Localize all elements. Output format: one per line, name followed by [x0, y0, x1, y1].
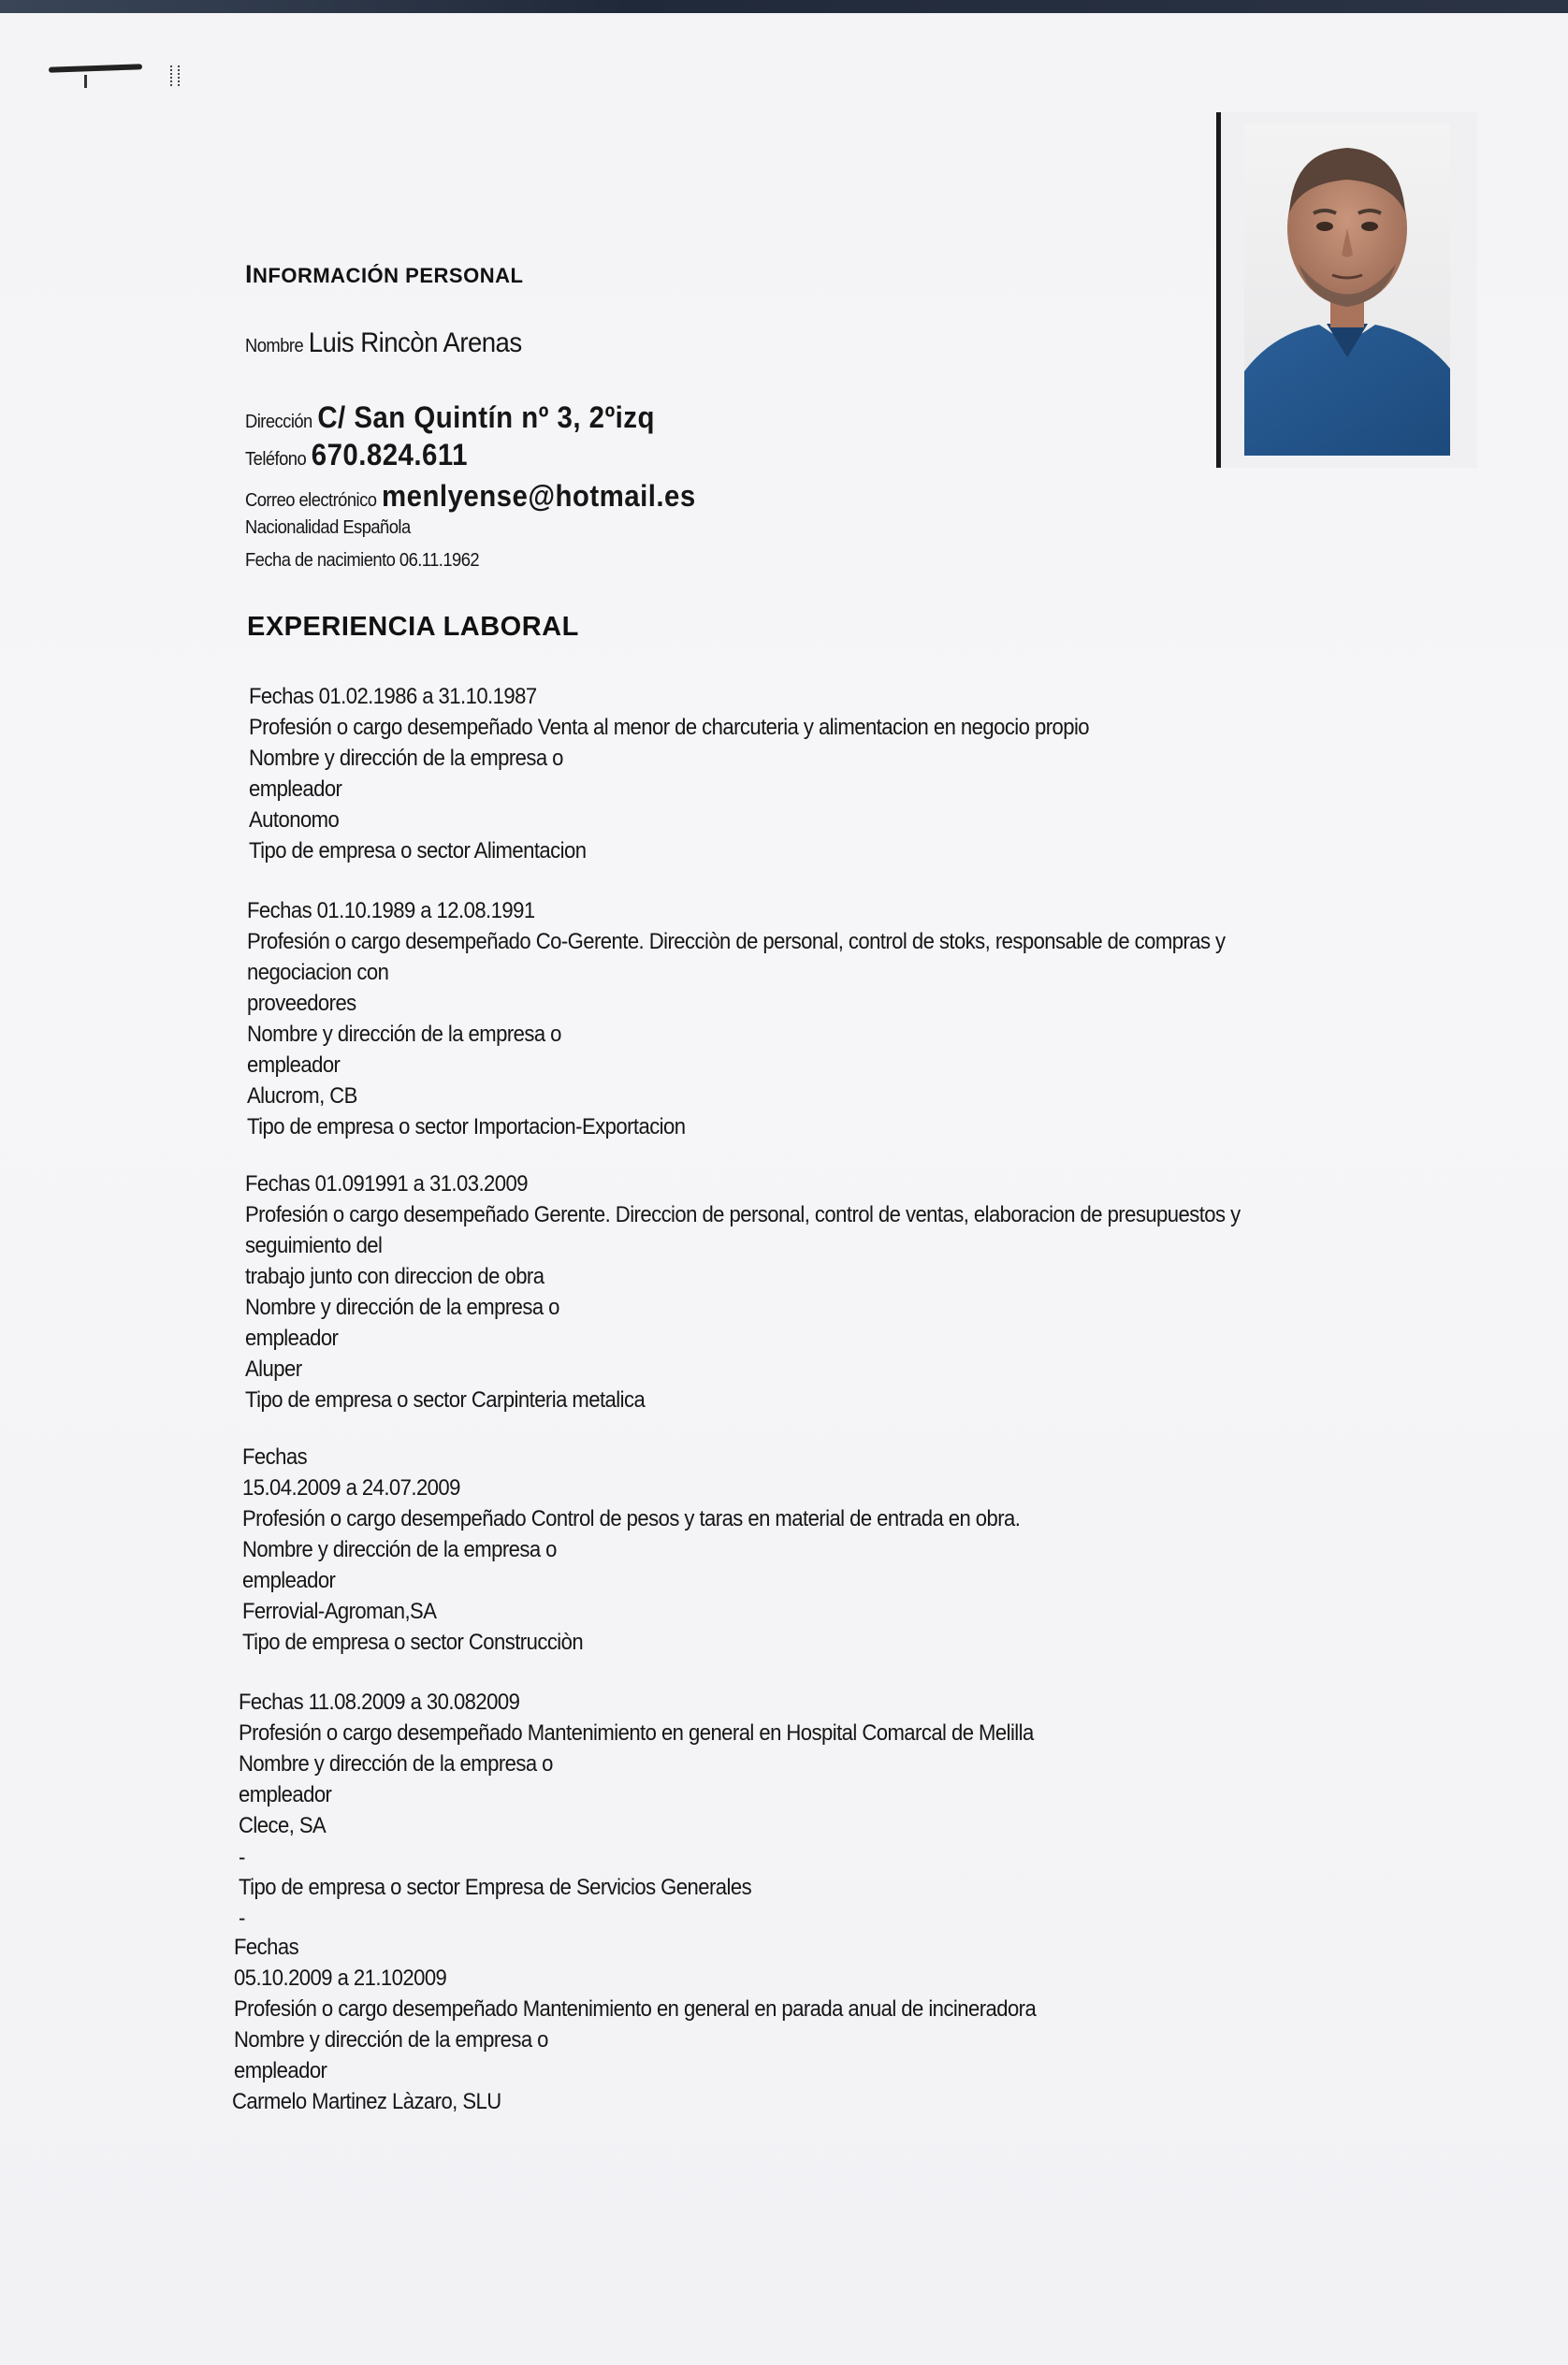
job2-employer-label-2: empleador	[247, 1052, 341, 1078]
address-value: C/ San Quintín nº 3, 2ºizq	[317, 400, 655, 434]
job4-position: Profesión o cargo desempeñado Control de pesos y taras en material de entrada en obra.	[242, 1506, 1021, 1531]
job5-dates: Fechas 11.08.2009 a 30.082009	[239, 1690, 520, 1715]
personal-info-heading	[245, 260, 523, 289]
phone-label: Teléfono	[245, 449, 307, 470]
job3-employer-label-2: empleador	[245, 1326, 339, 1351]
job4-employer-label-2: empleador	[242, 1568, 336, 1593]
heading-initial: I	[245, 260, 254, 288]
job3-position: Profesión o cargo desempeñado Gerente. Direccion de personal, control de ventas, elaboracion de presupuestos y	[245, 1202, 1241, 1227]
job4-dates-label: Fechas	[242, 1444, 308, 1470]
job6-dates-label: Fechas	[234, 1935, 299, 1960]
name-row	[245, 327, 522, 359]
job5-dash-1: -	[239, 1845, 245, 1870]
job3-dates: Fechas 01.091991 a 31.03.2009	[245, 1171, 528, 1197]
phone-row	[245, 438, 468, 472]
job1-sector: Tipo de empresa o sector Alimentacion	[249, 838, 587, 863]
email-label: Correo electrónico	[245, 490, 377, 511]
phone-value: 670.824.611	[311, 438, 468, 472]
job5-employer: Clece, SA	[239, 1813, 327, 1838]
job6-employer-label-2: empleador	[234, 2058, 327, 2083]
job2-employer-label: Nombre y dirección de la empresa o	[247, 1022, 561, 1047]
job3-position-cont: seguimiento del	[245, 1233, 383, 1258]
job6-employer-label: Nombre y dirección de la empresa o	[234, 2027, 548, 2053]
job2-position-cont: negociacion con	[247, 960, 389, 985]
job1-position: Profesión o cargo desempeñado Venta al menor de charcuteria y alimentacion en negocio propio	[249, 715, 1090, 740]
job3-employer-label: Nombre y dirección de la empresa o	[245, 1295, 559, 1320]
job4-employer: Ferrovial-Agroman,SA	[242, 1599, 437, 1624]
name-label: Nombre	[245, 336, 304, 356]
job5-employer-label: Nombre y dirección de la empresa o	[239, 1751, 553, 1777]
job4-dates: 15.04.2009 a 24.07.2009	[242, 1475, 460, 1501]
job1-employer-label-2: empleador	[249, 776, 342, 802]
address-label: Dirección	[245, 412, 312, 432]
experience-heading: EXPERIENCIA LABORAL	[247, 612, 579, 642]
job5-dash-2: -	[239, 1906, 245, 1931]
job3-position-cont-2: trabajo junto con direccion de obra	[245, 1264, 544, 1289]
job2-position: Profesión o cargo desempeñado Co-Gerente. Direcciòn de personal, control de stoks, responsable de compras y	[247, 929, 1226, 954]
pen-mark	[49, 64, 142, 72]
birth-row: Fecha de nacimiento 06.11.1962	[245, 550, 480, 571]
pen-mark-tick	[84, 75, 87, 88]
job1-employer-label: Nombre y dirección de la empresa o	[249, 746, 563, 771]
job3-sector: Tipo de empresa o sector Carpinteria metalica	[245, 1387, 646, 1413]
job6-dates: 05.10.2009 a 21.102009	[234, 1966, 447, 1991]
address-row	[245, 400, 655, 435]
job1-dates: Fechas 01.02.1986 a 31.10.1987	[249, 684, 537, 709]
job5-sector: Tipo de empresa o sector Empresa de Servicios Generales	[239, 1875, 752, 1900]
job4-employer-label: Nombre y dirección de la empresa o	[242, 1537, 557, 1562]
punch-dots	[170, 65, 180, 86]
top-edge-shadow	[0, 0, 1568, 13]
job5-employer-label-2: empleador	[239, 1782, 332, 1807]
job3-employer: Aluper	[245, 1357, 302, 1382]
profile-photo	[1244, 123, 1450, 456]
email-value: menlyense@hotmail.es	[381, 479, 696, 513]
job2-dates: Fechas 01.10.1989 a 12.08.1991	[247, 898, 535, 923]
job2-sector: Tipo de empresa o sector Importacion-Exportacion	[247, 1114, 686, 1139]
job5-position: Profesión o cargo desempeñado Mantenimiento en general en Hospital Comarcal de Melilla	[239, 1720, 1034, 1746]
name-value: Luis Rincòn Arenas	[308, 327, 522, 358]
job2-employer: Alucrom, CB	[247, 1083, 357, 1109]
job2-position-cont-2: proveedores	[247, 991, 356, 1016]
job6-employer: Carmelo Martinez Làzaro, SLU	[232, 2089, 501, 2114]
nationality-row: Nacionalidad Española	[245, 517, 411, 538]
job6-position: Profesión o cargo desempeñado Mantenimiento en general en parada anual de incineradora	[234, 1996, 1037, 2022]
job4-sector: Tipo de empresa o sector Construcciòn	[242, 1630, 584, 1655]
email-row	[245, 479, 696, 514]
heading-rest: NFORMACIÓN PERSONAL	[253, 264, 524, 287]
job1-employer: Autonomo	[249, 807, 340, 833]
